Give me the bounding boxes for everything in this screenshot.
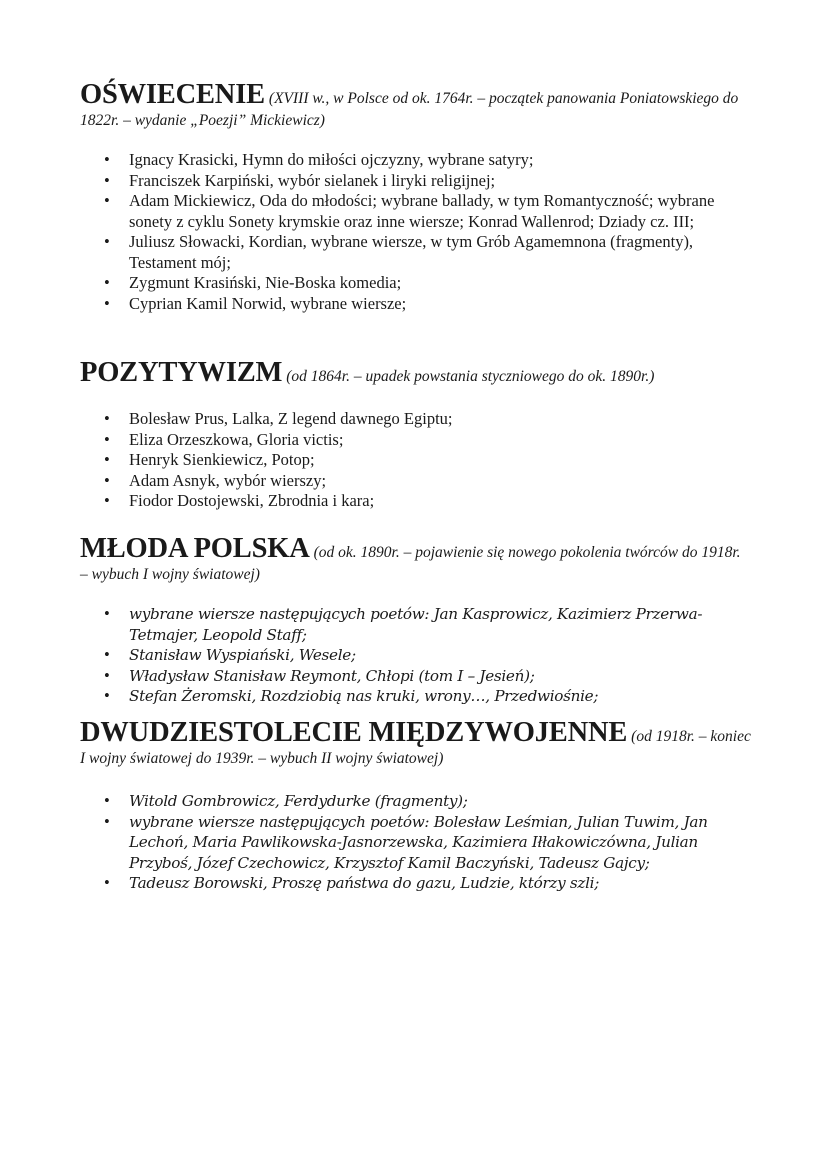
section-heading bbox=[80, 717, 752, 770]
list-item: • Ignacy Krasicki, Hymn do miłości ojczyzny, wybrane satyry; bbox=[104, 150, 534, 169]
section-heading bbox=[80, 79, 752, 132]
list-item: • Stanisław Wyspiański, Wesele; bbox=[104, 645, 356, 664]
section-subtitle: (od 1918r. – koniec I wojny światowej do 1939r. – wybuch II wojny światowej) bbox=[80, 728, 751, 767]
list-item: • Witold Gombrowicz, Ferdydurke (fragmenty); bbox=[104, 791, 468, 810]
section-pozytywizm bbox=[80, 357, 752, 388]
section-oswiecenie bbox=[80, 79, 752, 132]
section-dwudziestolecie bbox=[80, 717, 752, 770]
section-subtitle: (od 1864r. – upadek powstania styczniowego do ok. 1890r.) bbox=[286, 368, 655, 385]
section-subtitle: (XVIII w., w Polsce od ok. 1764r. – początek panowania Poniatowskiego do 1822r. – wydanie „Poezji” Mickiewicz) bbox=[80, 90, 739, 129]
list-item: • Stefan Żeromski, Rozdziobią nas kruki, wrony…, Przedwiośnie; bbox=[104, 686, 599, 705]
bullet-icon: • bbox=[104, 811, 110, 831]
bullet-icon: • bbox=[104, 293, 110, 313]
list-item: • Fiodor Dostojewski, Zbrodnia i kara; bbox=[104, 491, 375, 510]
list-item: • wybrane wiersze następujących poetów: Bolesław Leśmian, Julian Tuwim, Jan Lechoń, Maria Pawlikowska-Jasnorzewska, Kazimiera Iłłakowiczówna, Julian Przyboś, Józef Czechowicz, Krzysztof Kamil Baczyński, Tadeusz Gajcy; bbox=[104, 811, 708, 872]
section-title: MŁODA POLSKA bbox=[80, 533, 310, 564]
bullet-icon: • bbox=[104, 450, 110, 469]
bullet-icon: • bbox=[104, 791, 110, 810]
bullet-icon: • bbox=[104, 470, 110, 490]
list-item: • Eliza Orzeszkowa, Gloria victis; bbox=[104, 429, 344, 449]
reading-list bbox=[104, 409, 734, 512]
bullet-icon: • bbox=[104, 873, 110, 892]
list-item: • Tadeusz Borowski, Proszę państwa do gazu, Ludzie, którzy szli; bbox=[104, 873, 600, 892]
section-title: OŚWIECENIE bbox=[80, 79, 265, 110]
section-heading bbox=[80, 357, 752, 388]
bullet-icon: • bbox=[104, 232, 110, 251]
bullet-icon: • bbox=[104, 150, 110, 169]
list-item: • Adam Mickiewicz, Oda do młodości; wybrane ballady, w tym Romantyczność; wybrane sonety z cyklu Sonety krymskie oraz inne wiersze; Konrad Wallenrod; Dziady cz. III; bbox=[104, 191, 715, 231]
bullet-icon: • bbox=[104, 191, 110, 210]
section-title: DWUDZIESTOLECIE MIĘDZYWOJENNE bbox=[80, 717, 628, 748]
section-heading bbox=[80, 533, 752, 586]
section-mloda-polska bbox=[80, 533, 752, 586]
bullet-icon: • bbox=[104, 170, 110, 190]
section-subtitle: (od ok. 1890r. – pojawienie się nowego pokolenia twórców do 1918r. – wybuch I wojny światowej) bbox=[80, 544, 741, 583]
bullet-icon: • bbox=[104, 645, 110, 664]
list-item: • Adam Asnyk, wybór wierszy; bbox=[104, 470, 327, 490]
list-item: • Zygmunt Krasiński, Nie-Boska komedia; bbox=[104, 273, 402, 292]
list-item: • Władysław Stanisław Reymont, Chłopi (tom I – Jesień); bbox=[104, 665, 535, 685]
bullet-icon: • bbox=[104, 604, 110, 623]
bullet-icon: • bbox=[104, 429, 110, 449]
list-item: • Bolesław Prus, Lalka, Z legend dawnego Egiptu; bbox=[104, 409, 453, 428]
bullet-icon: • bbox=[104, 686, 110, 705]
bullet-icon: • bbox=[104, 665, 110, 685]
bullet-icon: • bbox=[104, 409, 110, 428]
list-item: • Juliusz Słowacki, Kordian, wybrane wiersze, w tym Grób Agamemnona (fragmenty), Testament mój; bbox=[104, 232, 694, 272]
list-item: • wybrane wiersze następujących poetów: Jan Kasprowicz, Kazimierz Przerwa-Tetmajer, Leopold Staff; bbox=[104, 604, 703, 644]
reading-list bbox=[104, 150, 734, 314]
bullet-icon: • bbox=[104, 273, 110, 292]
list-item: • Cyprian Kamil Norwid, wybrane wiersze; bbox=[104, 293, 407, 313]
list-item: • Franciszek Karpiński, wybór sielanek i liryki religijnej; bbox=[104, 170, 496, 190]
list-item: • Henryk Sienkiewicz, Potop; bbox=[104, 450, 315, 469]
bullet-icon: • bbox=[104, 491, 110, 510]
section-title: POZYTYWIZM bbox=[80, 357, 283, 388]
reading-list bbox=[104, 604, 734, 707]
reading-list bbox=[104, 791, 734, 894]
